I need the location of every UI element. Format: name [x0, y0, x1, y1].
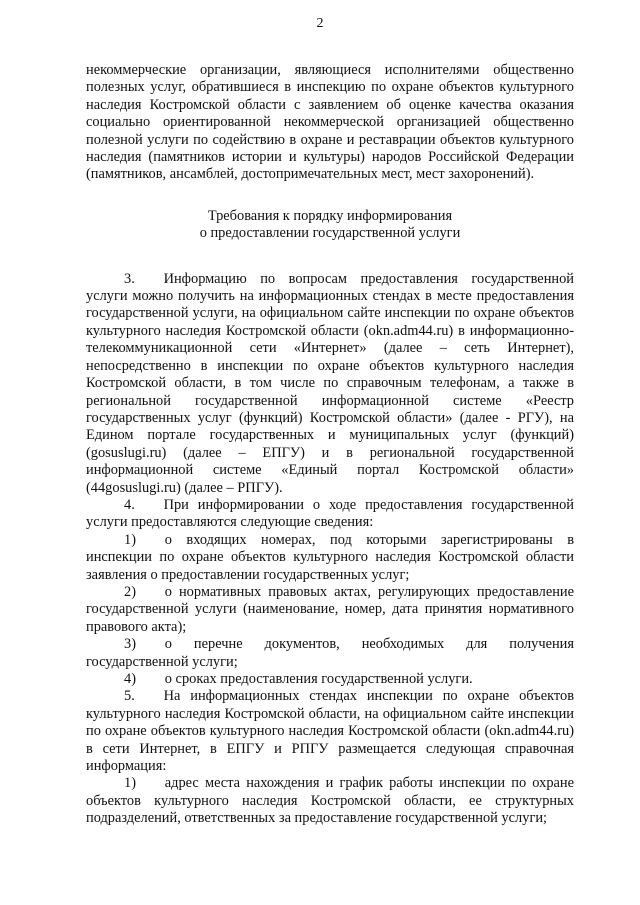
section-heading-line-1: Требования к порядку информирования	[207, 207, 453, 224]
intro-paragraph: некоммерческие организации, являющиеся исполнителями общественно полезных услуг, обратившиеся в инспекцию по охране объектов культурного наследия Костромской области с заявлением об оценке качества оказания социально ориентированной некоммерческой организацией общественно полезной услуги по содействию в охране и реставрации объектов культурного наследия (памятников истории и культуры) народов Российской Федерации (памятников, ансамблей, достопримечательных мест, мест захоронений).	[86, 62, 574, 183]
paragraph-item-4: 4. При информировании о ходе предоставления государственной услуги предоставляются следующие сведения:	[86, 496, 574, 531]
paragraph-item-5: 5. На информационных стендах инспекции по охране объектов культурного наследия Костромской области, на официальном сайте инспекции по охране объектов культурного наследия Костромской области (okn.adm44.ru) в сети Интернет, в ЕПГУ и РПГУ размещается следующая справочная информация:	[86, 688, 574, 775]
subitem-4-1: 1) о входящих номерах, под которыми зарегистрированы в инспекции по охране объектов культурного наследия Костромской области заявления о предоставлении государственных услуг;	[86, 531, 574, 583]
section-heading	[86, 208, 574, 243]
document-body	[86, 62, 574, 828]
page-number: 2	[316, 16, 324, 31]
subitem-4-4: 4) о сроках предоставления государственной услуги.	[124, 671, 473, 687]
subitem-4-2: 2) о нормативных правовых актах, регулирующих предоставление государственной услуги (наименование, номер, дата принятия нормативного правового акта);	[86, 583, 574, 635]
subitem-4-3: 3) о перечне документов, необходимых для получения государственной услуги;	[86, 636, 574, 670]
subitem-5-1: 1) адрес места нахождения и график работы инспекции по охране объектов культурного наследия Костромской области, ее структурных подразделений, ответственных за предоставление государственной услуги;	[86, 775, 574, 827]
section-heading-line-2: о предоставлении государственной услуги	[199, 225, 461, 242]
paragraph-item-3: 3. Информацию по вопросам предоставления государственной услуги можно получить на информационных стендах в месте предоставления государственной услуги, на официальном сайте инспекции по охране объектов культурного наследия Костромской области (okn.adm44.ru) в информационно-телекоммуникационной сети «Интернет» (далее – сеть Интернет), непосредственно в инспекции по охране объектов культурного наследия Костромской области, в том числе по справочным телефонам, а также в региональной государственной информационной системе «Реестр государственных услуг (функций) Костромской области» (далее - РГУ), на Едином портале государственных и муниципальных услуг (функций) (gosuslugi.ru) (далее – ЕПГУ) и в региональной государственной информационной системе «Единый портал Костромской области» (44gosuslugi.ru) (далее – РПГУ).	[86, 270, 574, 496]
